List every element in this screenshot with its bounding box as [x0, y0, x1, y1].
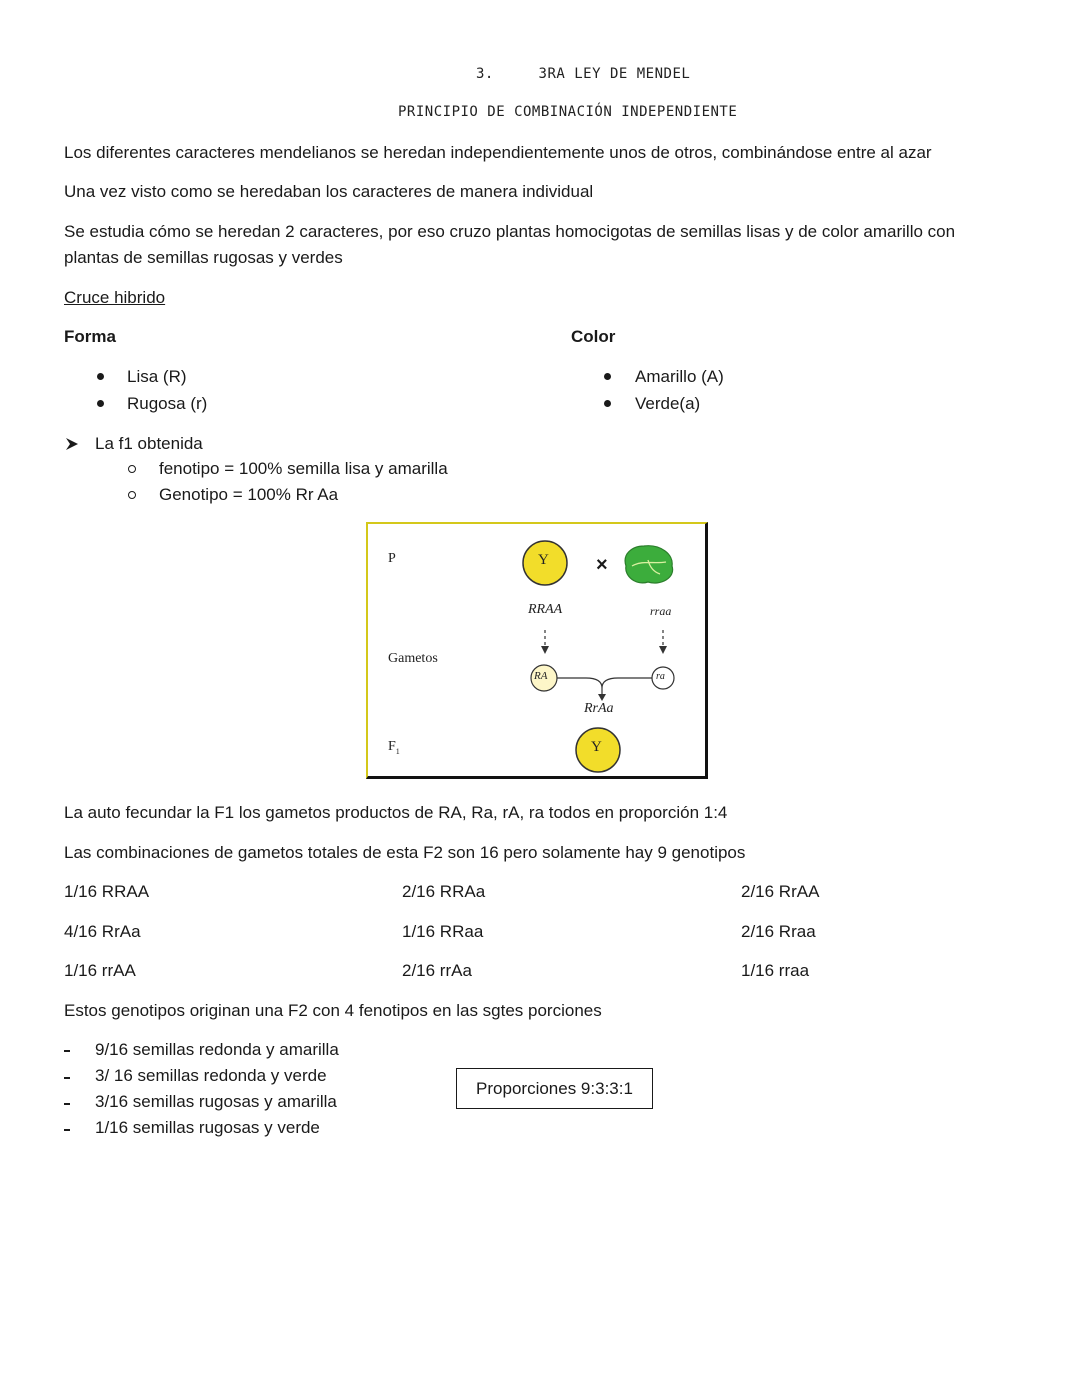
- f2-paragraph-2: Las combinaciones de gametos totales de esta F2 son 16 pero solamente hay 9 genotipos: [64, 843, 746, 862]
- genotype-cell: 1/16 rraa: [741, 961, 810, 980]
- dash-bullet-icon: [64, 1077, 70, 1079]
- seed-mark: Y: [538, 552, 549, 568]
- dihybrid-cross-figure: [366, 522, 708, 779]
- cross-heading: Cruce hibrido: [64, 288, 166, 307]
- f1-phenotype: fenotipo = 100% semilla lisa y amarilla: [159, 459, 448, 478]
- intro-paragraph-3-line-1: Se estudia cómo se heredan 2 caracteres, por eso cruzo plantas homocigotas de semillas lisas y de color amarillo con: [64, 222, 956, 241]
- genotype-cell: 2/16 rrAa: [402, 961, 472, 980]
- phenotype-item: 9/16 semillas redonda y amarilla: [95, 1040, 339, 1059]
- bullet-icon: [97, 400, 104, 407]
- phenotype-item: 3/ 16 semillas redonda y verde: [95, 1066, 327, 1085]
- circle-bullet-icon: [128, 491, 136, 499]
- parent2-genotype: rraa: [650, 604, 672, 618]
- cross-diagram: [368, 524, 706, 776]
- offspring-genotype: RrAa: [584, 701, 614, 716]
- arrowhead-icon: [541, 646, 549, 654]
- arrowhead-icon: [598, 694, 606, 701]
- genotype-cell: 2/16 RRAa: [402, 882, 486, 901]
- circle-bullet-icon: [128, 465, 136, 473]
- genotype-cell: 2/16 Rraa: [741, 922, 816, 941]
- section-subtitle: PRINCIPIO DE COMBINACIÓN INDEPENDIENTE: [398, 104, 738, 120]
- section-title: 3RA LEY DE MENDEL: [538, 66, 691, 82]
- dash-bullet-icon: [64, 1129, 70, 1131]
- f2-paragraph-1: La auto fecundar la F1 los gametos productos de RA, Ra, rA, ra todos en proporción 1:4: [64, 803, 728, 822]
- section-number: 3.: [476, 66, 494, 82]
- ratio-label: Proporciones 9:3:3:1: [476, 1078, 633, 1098]
- figure-label-gametos: Gametos: [388, 651, 438, 666]
- intro-paragraph-3-line-2: plantas de semillas rugosas y verdes: [64, 248, 343, 267]
- cross-symbol: ×: [596, 554, 608, 576]
- forma-label: Forma: [64, 327, 116, 346]
- genotype-cell: 1/16 RRaa: [402, 922, 484, 941]
- bullet-icon: [604, 373, 611, 380]
- gamete2-label: ra: [656, 671, 665, 682]
- genotype-cell: 4/16 RrAa: [64, 922, 141, 941]
- arrowhead-icon: [659, 646, 667, 654]
- section-heading: [476, 66, 690, 82]
- color-item-verde: Verde(a): [635, 394, 701, 413]
- color-label: Color: [571, 327, 616, 346]
- gamete1-label: RA: [534, 670, 548, 682]
- bullet-icon: [604, 400, 611, 407]
- dash-bullet-icon: [64, 1103, 70, 1105]
- arrow-bullet-icon: [65, 437, 79, 451]
- phenotype-item: 3/16 semillas rugosas y amarilla: [95, 1092, 337, 1111]
- ratio-box: [456, 1068, 653, 1109]
- f1-genotype: Genotipo = 100% Rr Aa: [159, 485, 339, 504]
- figure-label-p: P: [388, 551, 396, 566]
- phenotype-item: 1/16 semillas rugosas y verde: [95, 1118, 320, 1137]
- gamete-union-line: [557, 678, 652, 688]
- bullet-icon: [97, 373, 104, 380]
- color-item-amarillo: Amarillo (A): [635, 367, 724, 386]
- intro-paragraph-1: Los diferentes caracteres mendelianos se heredan independientemente unos de otros, combinándose entre al azar: [64, 143, 932, 162]
- forma-item-lisa: Lisa (R): [127, 367, 187, 386]
- dash-bullet-icon: [64, 1050, 70, 1052]
- genotype-cell: 1/16 rrAA: [64, 961, 136, 980]
- genotype-cell: 2/16 RrAA: [741, 882, 820, 901]
- offspring-seed-mark: Y: [591, 739, 602, 755]
- f1-heading: La f1 obtenida: [95, 434, 203, 453]
- forma-item-rugosa: Rugosa (r): [127, 394, 208, 413]
- f2-paragraph-3: Estos genotipos originan una F2 con 4 fenotipos en las sgtes porciones: [64, 1001, 602, 1020]
- parent1-genotype: RRAA: [528, 602, 563, 617]
- intro-paragraph-2: Una vez visto como se heredaban los caracteres de manera individual: [64, 182, 594, 201]
- genotype-cell: 1/16 RRAA: [64, 882, 150, 901]
- figure-label-f1: $F_1$: [388, 739, 400, 756]
